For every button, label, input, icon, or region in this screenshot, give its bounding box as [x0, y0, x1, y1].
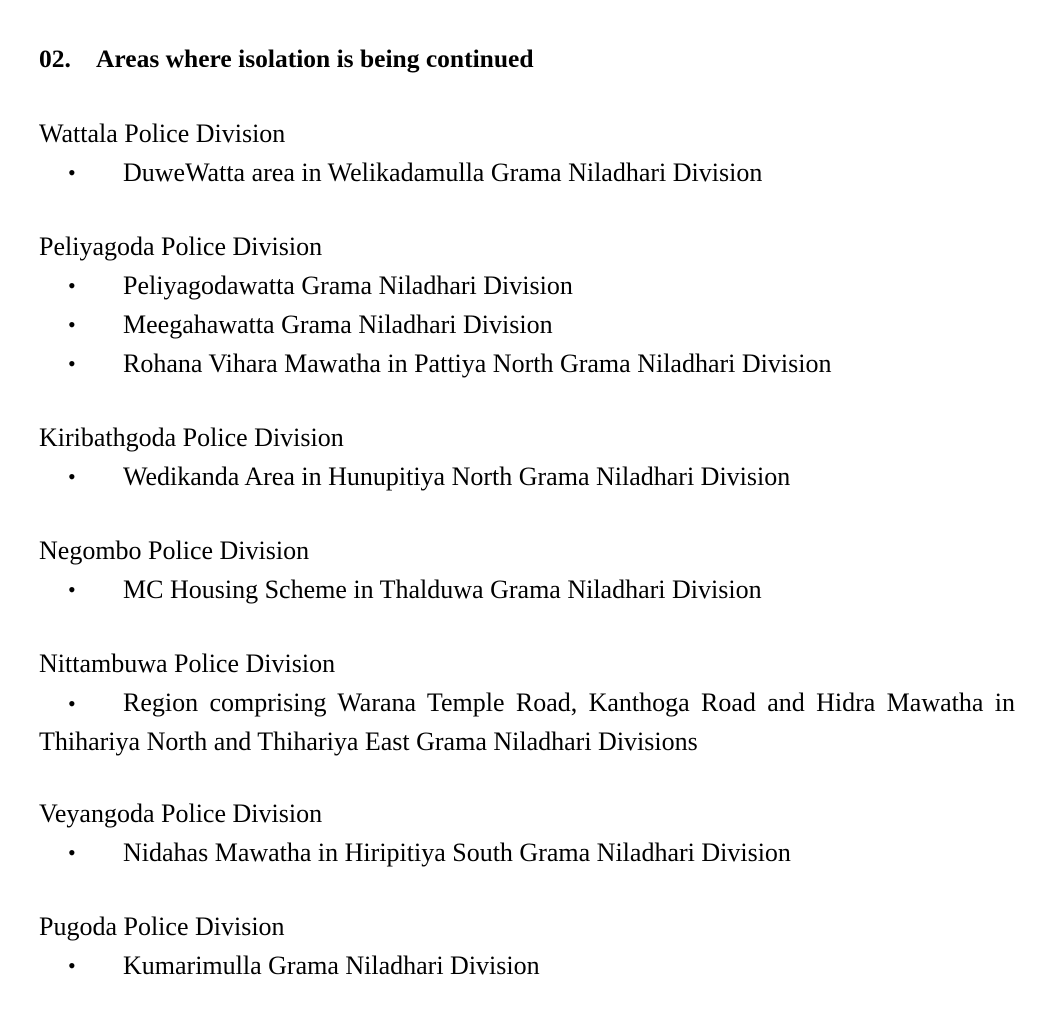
section-title: Areas where isolation is being continued: [96, 44, 534, 73]
bullet-icon: •: [68, 840, 76, 865]
section-heading: [39, 44, 534, 74]
bullet-icon: •: [68, 691, 76, 716]
bullet-icon: •: [68, 312, 76, 337]
bullet-icon: •: [68, 577, 76, 602]
list-item-text: Peliyagodawatta Grama Niladhari Division: [123, 271, 573, 300]
bullet-icon: •: [68, 273, 76, 298]
police-division-title: Pugoda Police Division: [39, 912, 285, 941]
police-division-title: Peliyagoda Police Division: [39, 232, 323, 261]
bullet-icon: •: [68, 160, 76, 185]
list-item-text: MC Housing Scheme in Thalduwa Grama Niladhari Division: [123, 575, 762, 604]
list-item-text: Region comprising Warana Temple Road, Kanthoga Road and Hidra Mawatha in Thihariya North and Thihariya East Grama Niladhari Divisions: [39, 688, 1015, 756]
police-division-title: Wattala Police Division: [39, 119, 286, 148]
list-item-text: DuweWatta area in Welikadamulla Grama Niladhari Division: [123, 158, 763, 187]
police-division-title: Nittambuwa Police Division: [39, 649, 336, 678]
police-division-title: Negombo Police Division: [39, 536, 310, 565]
section-number: 02.: [39, 44, 71, 73]
list-item-text: Rohana Vihara Mawatha in Pattiya North Grama Niladhari Division: [123, 349, 832, 378]
list-item-text: Meegahawatta Grama Niladhari Division: [123, 310, 553, 339]
list-item: [39, 684, 1015, 761]
police-division-title: Veyangoda Police Division: [39, 799, 323, 828]
bullet-icon: •: [68, 953, 76, 978]
police-division-title: Kiribathgoda Police Division: [39, 423, 344, 452]
list-item-text: Kumarimulla Grama Niladhari Division: [123, 951, 540, 980]
list-item-text: Nidahas Mawatha in Hiripitiya South Grama Niladhari Division: [123, 838, 791, 867]
bullet-icon: •: [68, 351, 76, 376]
bullet-icon: •: [68, 464, 76, 489]
list-item-text: Wedikanda Area in Hunupitiya North Grama Niladhari Division: [123, 462, 791, 491]
